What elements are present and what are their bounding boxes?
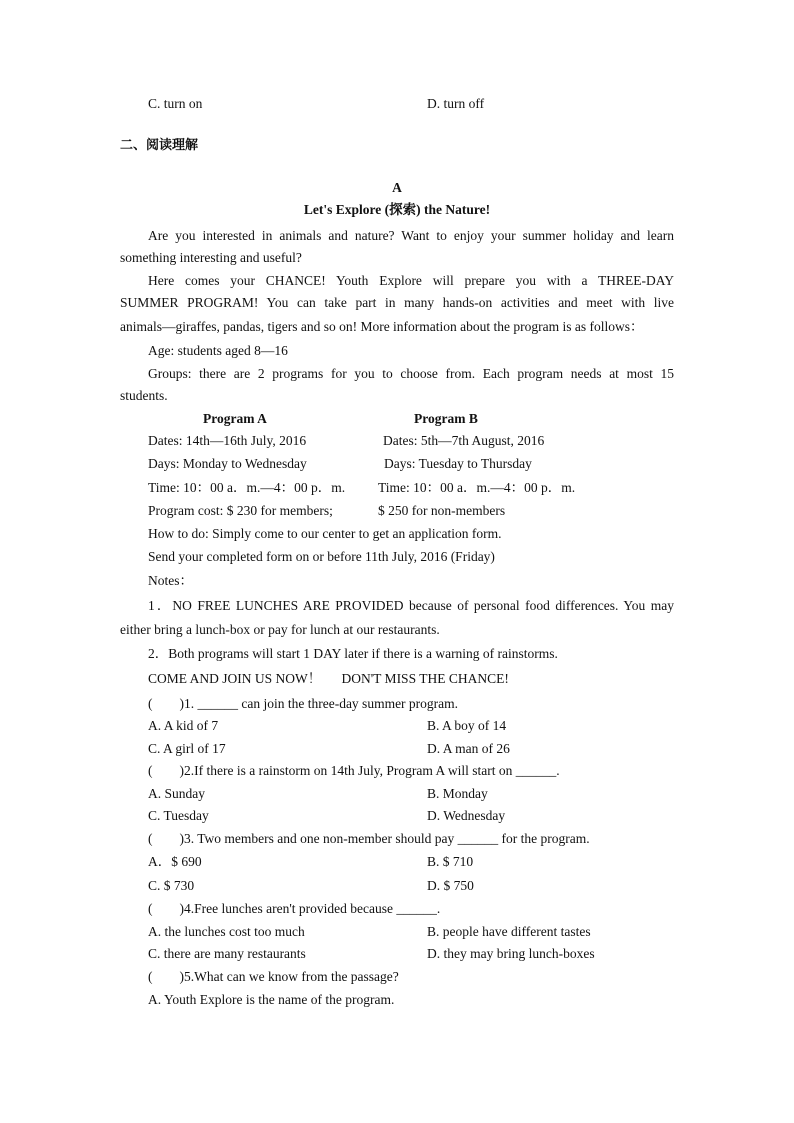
question-1-option-a[interactable]: A. A kid of 7 xyxy=(148,718,219,733)
question-2-option-b[interactable]: B. Monday xyxy=(427,786,488,801)
question-3-option-d[interactable]: D. $ 750 xyxy=(427,878,474,893)
program-b-heading: Program B xyxy=(414,411,478,426)
question-2-stem: ( )2.If there is a rainstorm on 14th July, Program A will start on ______. xyxy=(148,763,560,778)
question-4-stem: ( )4.Free lunches aren't provided because ______. xyxy=(148,901,441,916)
notes-label: Notes： xyxy=(148,573,193,588)
question-3-option-b[interactable]: B. $ 710 xyxy=(427,854,474,869)
paragraph-1-line-1: Are you interested in animals and nature? Want to enjoy your summer holiday and learn xyxy=(148,228,674,243)
paragraph-2-line-1: Here comes your CHANCE! Youth Explore will prepare you with a THREE-DAY xyxy=(148,273,674,288)
dates-b: Dates: 5th—7th August, 2016 xyxy=(383,433,545,448)
time-b: Time: 10：00 a．m.—4：00 p．m. xyxy=(378,480,576,495)
passage-title: Let's Explore (探索) the Nature! xyxy=(303,202,491,217)
closing-slogan: COME AND JOIN US NOW！ DON'T MISS THE CHANCE! xyxy=(148,671,509,686)
paragraph-1-line-2: something interesting and useful? xyxy=(120,250,302,265)
groups-line-1: Groups: there are 2 programs for you to choose from. Each program needs at most 15 xyxy=(148,366,674,381)
question-3-option-c[interactable]: C. $ 730 xyxy=(148,878,195,893)
question-3-stem: ( )3. Two members and one non-member should pay ______ for the program. xyxy=(148,831,590,846)
question-5-option-a[interactable]: A. Youth Explore is the name of the program. xyxy=(148,992,395,1007)
paragraph-2-line-2: SUMMER PROGRAM! You can take part in many hands-on activities and meet with live xyxy=(120,295,674,310)
note-1-line-1: 1．NO FREE LUNCHES ARE PROVIDED because of personal food differences. You may xyxy=(148,598,674,613)
question-4-option-c[interactable]: C. there are many restaurants xyxy=(148,946,306,961)
question-4-option-a[interactable]: A. the lunches cost too much xyxy=(148,924,305,939)
question-2-option-d[interactable]: D. Wednesday xyxy=(427,808,506,823)
age-line: Age: students aged 8—16 xyxy=(148,343,288,358)
question-1-option-b[interactable]: B. A boy of 14 xyxy=(427,718,507,733)
question-5-stem: ( )5.What can we know from the passage? xyxy=(148,969,399,984)
time-a: Time: 10：00 a．m.—4：00 p．m. xyxy=(148,480,346,495)
dates-a: Dates: 14th—16th July, 2016 xyxy=(148,433,307,448)
cost-a: Program cost: $ 230 for members; xyxy=(148,503,333,518)
note-2: 2．Both programs will start 1 DAY later if there is a warning of rainstorms. xyxy=(148,646,558,661)
days-a: Days: Monday to Wednesday xyxy=(148,456,307,471)
question-2-option-a[interactable]: A. Sunday xyxy=(148,786,205,801)
send-line: Send your completed form on or before 11th July, 2016 (Friday) xyxy=(148,549,495,564)
program-a-heading: Program A xyxy=(203,411,267,426)
question-2-option-c[interactable]: C. Tuesday xyxy=(148,808,209,823)
passage-letter: A xyxy=(392,180,402,195)
option-c: C. turn on xyxy=(148,96,203,111)
question-1-stem: ( )1. ______ can join the three-day summer program. xyxy=(148,696,459,711)
days-b: Days: Tuesday to Thursday xyxy=(384,456,532,471)
question-4-option-d[interactable]: D. they may bring lunch-boxes xyxy=(427,946,595,961)
question-3-option-a[interactable]: A．$ 690 xyxy=(148,854,202,869)
paragraph-2-line-3: animals—giraffes, pandas, tigers and so on! More information about the program is as follows： xyxy=(120,319,644,334)
groups-line-2: students. xyxy=(120,388,168,403)
question-4-option-b[interactable]: B. people have different tastes xyxy=(427,924,591,939)
note-1-line-2: either bring a lunch-box or pay for lunch at our restaurants. xyxy=(120,622,440,637)
how-to-line: How to do: Simply come to our center to get an application form. xyxy=(148,526,502,541)
question-1-option-c[interactable]: C. A girl of 17 xyxy=(148,741,226,756)
option-d: D. turn off xyxy=(427,96,485,111)
cost-b: $ 250 for non-members xyxy=(378,503,506,518)
question-1-option-d[interactable]: D. A man of 26 xyxy=(427,741,510,756)
section-heading: 二、阅读理解 xyxy=(120,138,199,153)
